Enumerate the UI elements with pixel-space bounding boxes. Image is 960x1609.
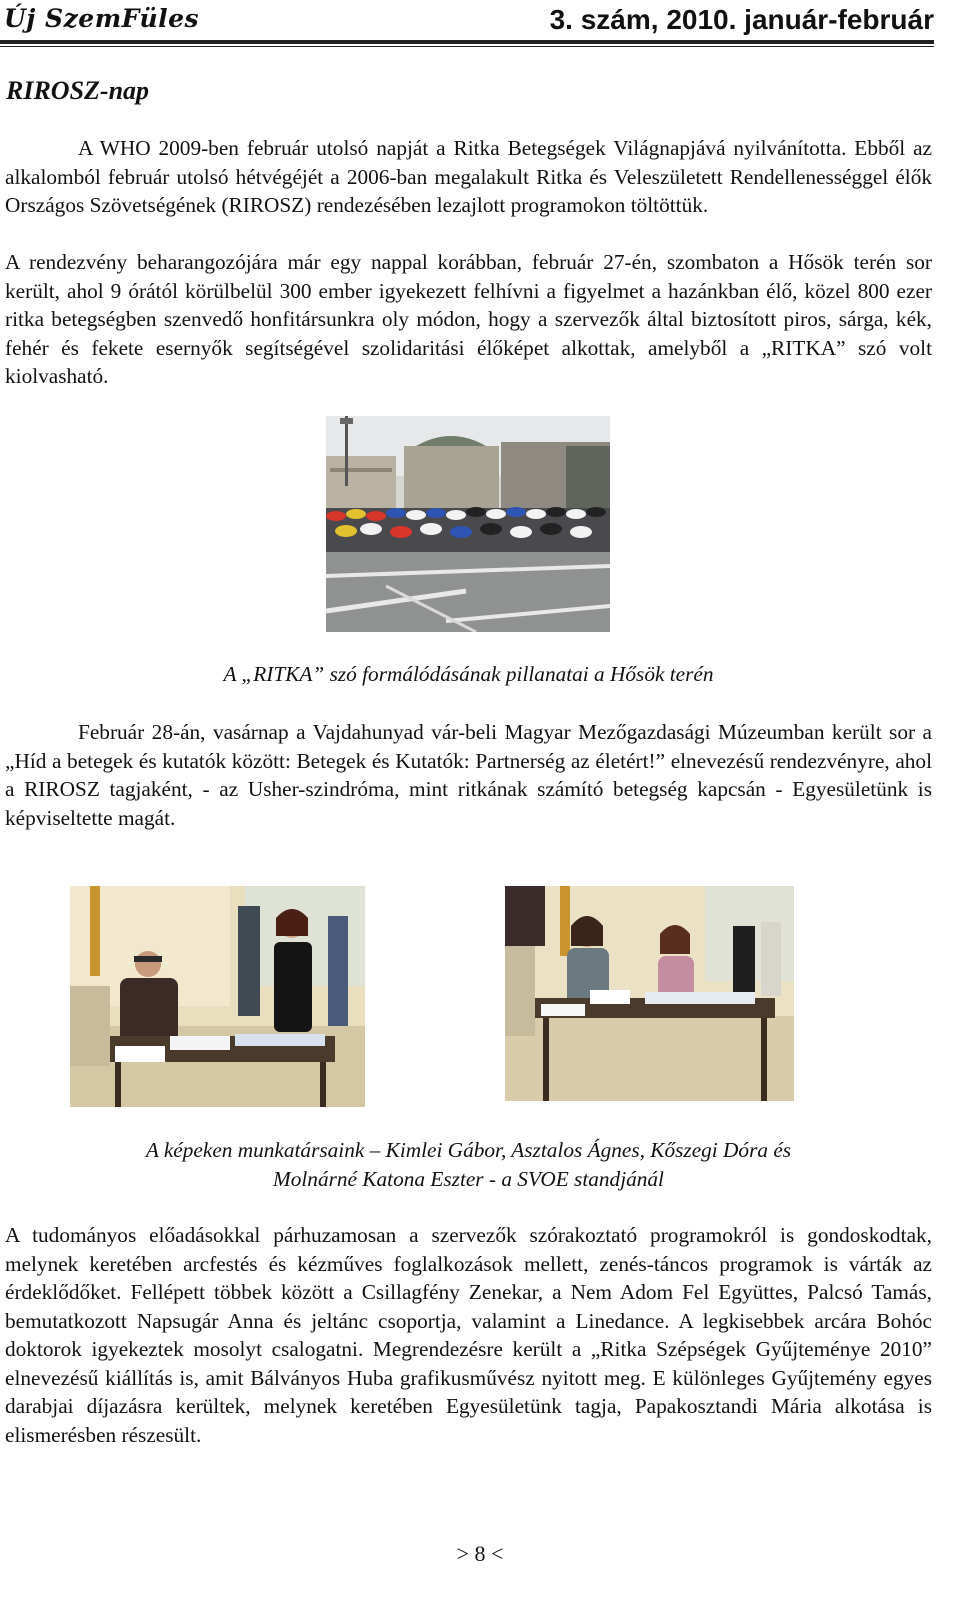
header-rule <box>0 40 934 44</box>
caption-line-2: Molnárné Katona Eszter - a SVOE standjánál <box>273 1167 664 1191</box>
heroes-square-photo <box>326 416 610 632</box>
page-header <box>0 0 960 48</box>
stand-photo-right <box>505 886 794 1101</box>
paragraph-heroes-square: A rendezvény beharangozójára már egy nappal korábban, február 27-én, szombaton a Hősök terén sor került, ahol 9 órától körülbelül 300 ember igyekezett felhívni a figyelmet a hazánkban élő, közel 800 ezer ritka betegségben szenvedő honfitársunkra oly módon, hogy a szervezők által biztosított piros, sárga, kék, fehér és fekete esernyők segítségével szolidaritási élőképet alkottak, amelyből a „RITKA” szó volt kiolvasható. <box>5 250 932 388</box>
paragraph-intro: A WHO 2009-ben február utolsó napját a Ritka Betegségek Világnapjává nyilvánította. Ebből az alkalomból február utolsó hétvégéjét a 2006-ban megalakult Ritka és Veleszületett Rendellenességgel élők Országos Szövetségének (RIROSZ) rendezésében lezajlott programokon töltöttük. <box>5 136 932 217</box>
paragraph-programs: A tudományos előadásokkal párhuzamosan a szervezők szórakoztató programokról is gondoskodtak, melynek keretében arcfestés és kézműves foglalkozások mellett, zenés-táncos programok is várták az érdeklődőket. Fellépett többek között a Csillagfény Zenekar, a Nem Adom Fel Együttes, Palcsó Tamás, bemutatkozott Napsugár Anna és jeltánc csoportja, valamint a Linedance. A legkisebbek arcára Bohóc doktorok igyekeztek mosolyt csalogatni. Megrendezésre került a „Ritka Szépségek Gyűjteménye 2010” elnevezésű kiállítás is, amit Bálványos Huba grafikusművész nyitott meg. E különleges Gyűjtemény egyes darabjai díjazásra kerültek, melynek keretében Egyesületünk tagja, Papakosztandi Mária alkotása is elismerésben részesült. <box>5 1223 932 1447</box>
paragraph-museum-event: Február 28-án, vasárnap a Vajdahunyad vár-beli Magyar Mezőgazdasági Múzeumban került sor a „Híd a betegek és kutatók között: Betegek és Kutatók: Partnerség az életért!” elnevezésű rendezvényre, ahol a RIROSZ tagjaként, - az Usher-szindróma, mint ritkának számító betegség kapcsán - Egyesületünk is képviseltette magát. <box>5 720 932 830</box>
header-rule-thin <box>0 46 934 47</box>
page-number: > 8 < <box>456 1541 504 1566</box>
publication-name: Új SzemFüles <box>4 4 200 33</box>
caption-line-1: A képeken munkatársaink – Kimlei Gábor, Asztalos Ágnes, Kőszegi Dóra és <box>145 1138 792 1162</box>
issue-label: 3. szám, 2010. január-február <box>549 4 934 35</box>
stand-photo-left <box>70 886 365 1107</box>
photo-caption-heroes-square: A „RITKA” szó formálódásának pillanatai a Hősök terén <box>223 662 714 686</box>
article-title: RIROSZ-nap <box>6 76 150 105</box>
photo-caption-stand <box>5 1136 932 1194</box>
